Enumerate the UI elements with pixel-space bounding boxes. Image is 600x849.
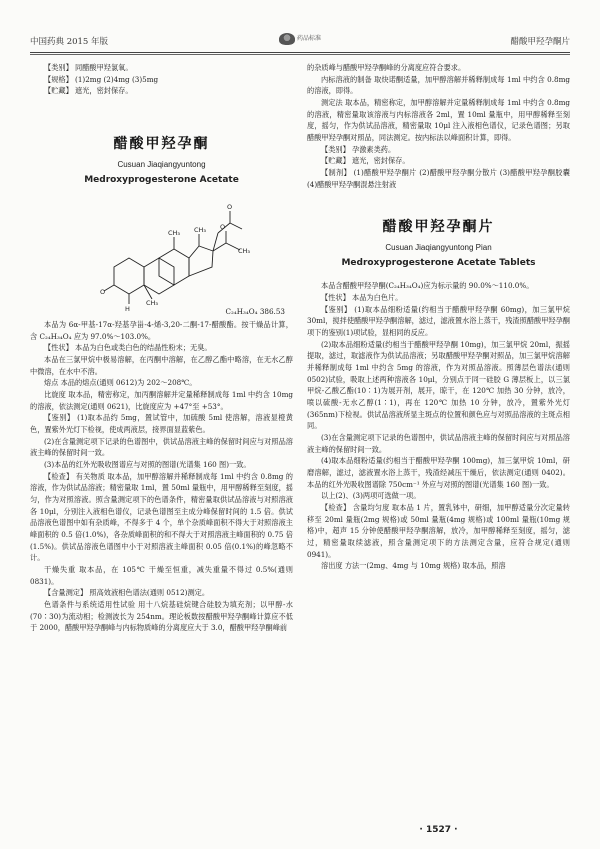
definition-paragraph: 本品为 6α-甲基-17α-羟基孕甾-4-烯-3,20-二酮-17-醋酸酯。按干燥品计算，含 C₂₄H₃₄O₄ 应为 97.0%～103.0%。 xyxy=(30,320,293,341)
svg-text:H: H xyxy=(125,305,130,314)
identification-1-paragraph: 【鉴别】 (1)取本品约 5mg，置试管中，加硫酸 5ml 使溶解，溶液显橙黄色，置紫外光灯下检视，使成两液层，接界面显蓝紫色。 xyxy=(30,413,293,435)
header-rule-thin xyxy=(30,54,570,55)
preparations-paragraph: 【制剂】 (1)醋酸甲羟孕酮片 (2)醋酸甲羟孕酮分散片 (3)醋酸甲羟孕酮胶囊 (4)醋酸甲羟孕酮混悬注射液 xyxy=(307,167,570,189)
tablet-identification-4: (4)取本品细粉适量(约相当于醋酸甲羟孕酮 100mg)，加三氯甲烷 10ml，研磨溶解，滤过，滤液置水浴上蒸干，残渣经减压干燥后，依法测定(通则 0402)。本品的红外光吸收图谱除 750cm⁻¹ 外应与对照的图谱(光谱集 160 图)一致。 xyxy=(307,456,570,489)
internal-standard-paragraph: 内标溶液的制备 取炔诺酮适量，加甲醇溶解并稀释制成每 1ml 中约含 0.8mg 的溶液，即得。 xyxy=(307,74,570,96)
storage-line: 【贮藏】 遮光，密封保存。 xyxy=(44,86,133,96)
identification-3-paragraph: (3)本品的红外光吸收图谱应与对照的图谱(光谱集 160 图)一致。 xyxy=(44,460,251,470)
category-line: 【类别】 同醋酸甲羟氯氧。 xyxy=(44,63,133,72)
assay-heading-paragraph: 【含量测定】 照高效液相色谱法(通则 0512)测定。 xyxy=(44,588,210,598)
specification-line: 【规格】 (1)2mg (2)4mg (3)5mg xyxy=(44,74,159,84)
structure-figure xyxy=(30,191,293,319)
tablet-description-paragraph: 【性状】 本品为白色片。 xyxy=(321,293,403,303)
tablet-title-en: Medroxyprogesterone Acetate Tablets xyxy=(341,257,536,268)
svg-text:O: O xyxy=(100,288,106,297)
svg-text:O: O xyxy=(227,203,233,212)
page-number: · 1527 · xyxy=(419,825,458,835)
tablet-title-pinyin: Cusuan Jiaqiangyuntong Pian xyxy=(385,242,492,252)
logo-emblem-icon xyxy=(279,33,295,45)
storage-paragraph: 【贮藏】 遮光，密封保存。 xyxy=(321,156,410,166)
header-book-title: 中国药典 2015 年版 xyxy=(30,37,109,47)
solubility-paragraph: 本品在三氯甲烷中极易溶解，在丙酮中溶解，在乙醇乙酯中略溶，在无水乙醇中微溶，在水中不溶。 xyxy=(30,355,293,376)
tablet-content-paragraph: 本品含醋酸甲羟孕酮(C₂₄H₃₄O₄)应为标示量的 90.0%～110.0%。 xyxy=(321,281,534,291)
svg-text:CH₃: CH₃ xyxy=(194,226,207,235)
page-header xyxy=(30,36,570,50)
identification-2-paragraph: (2)在含量测定项下记录的色谱图中，供试品溶液主峰的保留时间应与对照品溶液主峰的保留时间一致。 xyxy=(30,436,293,458)
header-section-title: 醋酸甲羟孕酮片 xyxy=(510,37,570,47)
assay-procedure-paragraph: 测定法 取本品，精密称定，加甲醇溶解并定量稀释制成每 1ml 中约含 0.8mg 的溶液，精密量取该溶液与内标溶液各 2ml，置 10ml 量瓶中，用甲醇稀释至刻度，摇匀，作为供试品溶液，精密量取 10μl 注入液相色谱仪，记录色谱图；另取醋酸甲羟孕酮对照品，同法测定。按内标法以峰面积计算，即得。 xyxy=(307,97,570,142)
tablet-identification-note: 以上(2)、(3)两项可选做一项。 xyxy=(321,491,421,501)
tablet-identification-2: (2)取本品细粉适量(约相当于醋酸甲羟孕酮 10mg)，加三氯甲烷 20ml，振摇提取，滤过，取滤液作为供试品溶液；另取醋酸甲羟孕酮对照品，加三氯甲烷溶解并稀释制成每 1ml 中约含 5mg 的溶液，作为对照品溶液。照薄层色谱法(通则 0502)试验，吸取上述两种溶液各 10μl，分别点于同一硅胶 G 薄层板上，以三氯甲烷-乙酸乙酯(10∶1)为展开剂，展开，晾干，在 120℃ 加热 30 分钟，放冷，喷以硫酸-无水乙醇(1∶1)，再在 120℃ 加热 10 分钟，放冷，置紫外光灯(365nm)下检视。供试品溶液所显主斑点的位置和颜色应与对照品溶液的主斑点相同。 xyxy=(307,339,570,431)
svg-text:CH₃: CH₃ xyxy=(146,299,159,308)
steroid-structure-diagram xyxy=(100,191,250,315)
tablet-identification-1: 【鉴别】 (1)取本品细粉适量(约相当于醋酸甲羟孕酮 60mg)，加三氯甲烷 30ml，搅拌使醋酸甲羟孕酮溶解，滤过，滤液置水浴上蒸干，残渣照醋酸甲羟孕酮项下的鉴别(1)项试验，显相同的反应。 xyxy=(307,304,570,338)
publisher-logo xyxy=(269,33,331,49)
right-column xyxy=(307,62,570,572)
description-paragraph: 【性状】 本品为白色或类白色的结晶性粉末；无臭。 xyxy=(44,343,212,353)
related-substances-paragraph: 【检查】 有关物质 取本品，加甲醇溶解并稀释制成每 1ml 中约含 0.8mg 的溶液，作为供试品溶液；精密量取 1ml，置 50ml 量瓶中，用甲醇稀释至刻度，摇匀，作为对照溶液。照含量测定项下的色谱条件，精密量取供试品溶液与对照溶液各 10μl，分别注入液相色谱仪，记录色谱图至主成分峰保留时间的 1.5 倍。供试品溶液色谱图中如有杂质峰，不得多于 4 个，单个杂质峰面积不得大于对照溶液主峰面积的 0.5 倍(1.0%)，各杂质峰面积的和不得大于对照溶液主峰面积的 0.75 倍(1.5%)。供试品溶液色谱图中小于对照溶液主峰面积 0.05 倍(0.1%)的峰忽略不计。 xyxy=(30,471,293,563)
left-column xyxy=(30,62,293,634)
svg-text:CH₃: CH₃ xyxy=(168,229,181,238)
svg-text:O: O xyxy=(220,223,226,232)
monograph-title-pinyin: Cusuan Jiaqiangyuntong xyxy=(117,159,206,169)
molecular-formula: C₂₄H₃₄O₄ 386.53 xyxy=(225,306,285,316)
category-paragraph: 【类别】 孕激素类药。 xyxy=(321,144,396,154)
chromatographic-conditions-paragraph: 色谱条件与系统适用性试验 用十八烷基硅烷键合硅胶为填充剂；以甲醇-水(70∶30)为流动相；检测波长为 254nm。理论板数按醋酸甲羟孕酮峰计算应不低于 2000，醋酸甲羟孕酮峰与内标物质峰的分离度应大于 3.0，醋酸甲羟孕酮峰前 xyxy=(30,599,293,633)
monograph-title-cn: 醋酸甲羟孕酮 xyxy=(113,135,210,152)
loss-on-drying-paragraph: 干燥失重 取本品，在 105℃ 干燥至恒重，减失重量不得过 0.5%(通则 0831)。 xyxy=(30,564,293,586)
monograph-title-en: Medroxyprogesterone Acetate xyxy=(84,174,239,185)
content-uniformity-paragraph: 【检查】 含量均匀度 取本品 1 片，置乳钵中，研细，加甲醇适量分次定量转移至 20ml 量瓶(2mg 规格)或 50ml 量瓶(4mg 规格)或 100ml 量瓶(10mg 规格)中，超声 15 分钟使醋酸甲羟孕酮溶解，放冷，加甲醇稀释至刻度，摇匀，滤过，精密量取续滤液，照含量测定项下的方法测定含量，应符合规定(通则 0941)。 xyxy=(307,502,570,559)
header-rule xyxy=(30,52,570,53)
dissolution-paragraph: 溶出度 方法一(2mg、4mg 与 10mg 规格) 取本品，照溶 xyxy=(321,561,506,571)
tablet-identification-3: (3)在含量测定项下记录的色谱图中，供试品溶液主峰的保留时间应与对照品溶液主峰的保留时间一致。 xyxy=(307,432,570,454)
logo-text: 药品标准 xyxy=(296,34,321,42)
continued-paragraph: 的杂质峰与醋酸甲羟孕酮峰的分离度应符合要求。 xyxy=(307,63,466,72)
melting-point-paragraph: 熔点 本品的熔点(通则 0612)为 202～208℃。 xyxy=(44,378,197,388)
specific-rotation-paragraph: 比旋度 取本品，精密称定，加丙酮溶解并定量稀释制成每 1ml 中约含 10mg 的溶液，依法测定(通则 0621)，比旋度应为 +47°至 +53°。 xyxy=(30,390,293,411)
tablet-title-cn: 醋酸甲羟孕酮片 xyxy=(382,219,495,236)
svg-text:CH₃: CH₃ xyxy=(238,247,250,256)
